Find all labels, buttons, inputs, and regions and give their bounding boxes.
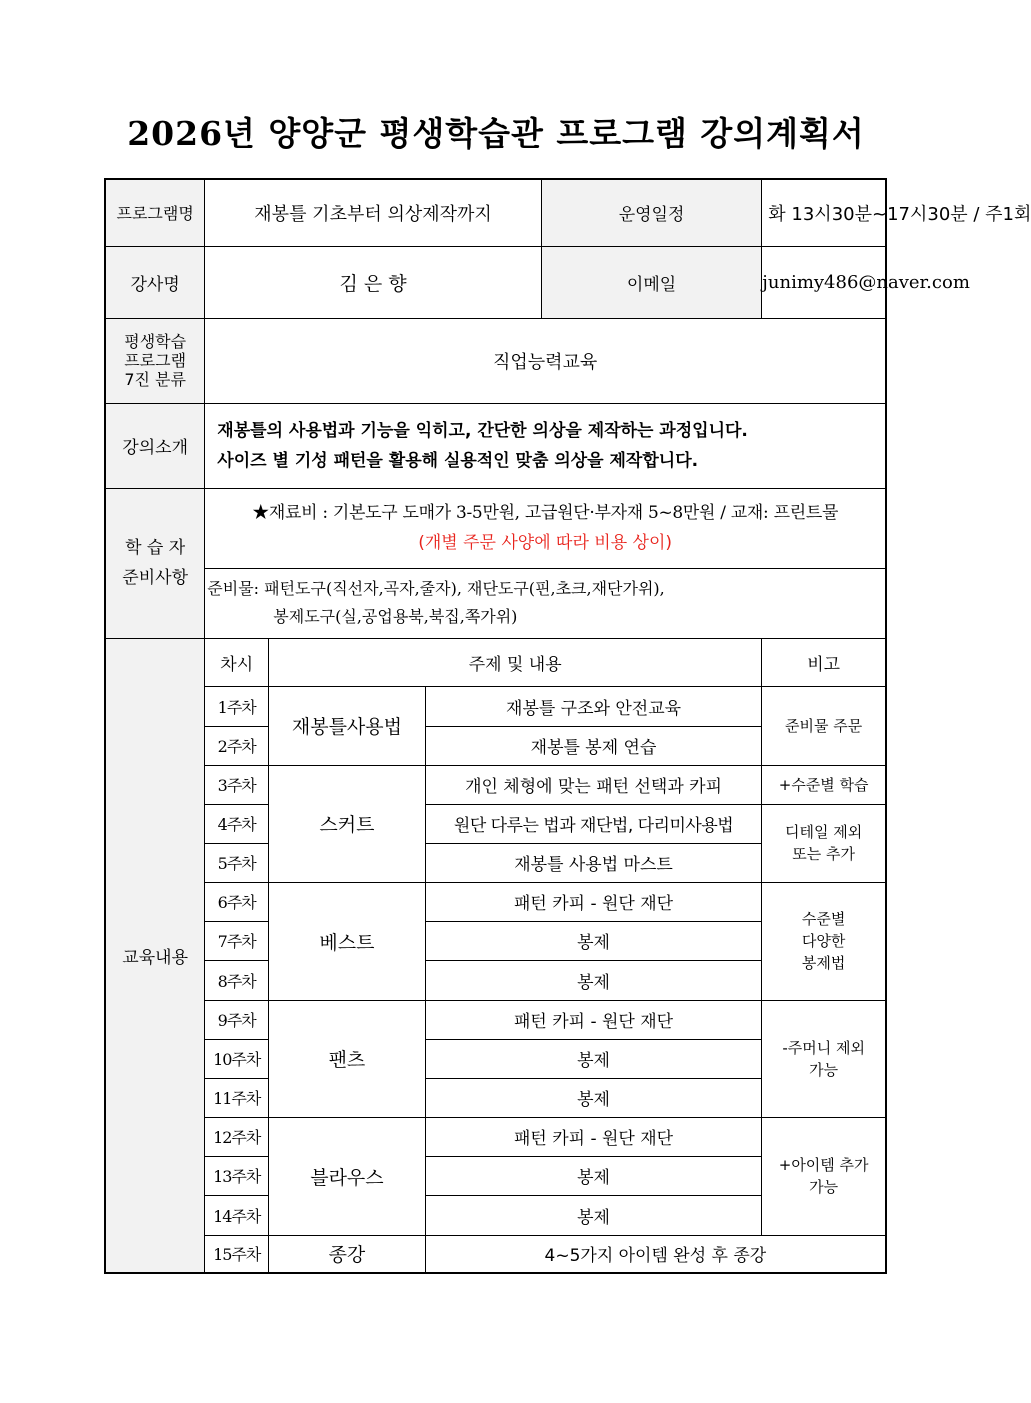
week-content: 패턴 카피 - 원단 재단 <box>425 1000 762 1039</box>
email-label: 이메일 <box>541 246 761 318</box>
note-level-sewing <box>762 882 886 1000</box>
week-content: 봉제 <box>425 960 762 1000</box>
intro-line-1: 재봉틀의 사용법과 기능을 익히고, 간단한 의상을 제작하는 과정입니다. <box>217 420 748 441</box>
note-pocket <box>762 1000 886 1117</box>
topic-pants: 팬츠 <box>269 1000 426 1117</box>
note-detail <box>762 804 886 882</box>
week-content: 원단 다루는 법과 재단법, 다리미사용법 <box>425 804 762 843</box>
note-detail-line-2: 또는 추가 <box>792 845 856 863</box>
topic-vest: 베스트 <box>269 882 426 1000</box>
week-label: 2주차 <box>205 726 269 765</box>
supplies-line-1: 준비물: 패턴도구(직선자,곡자,줄자), 재단도구(핀,초크,재단가위), <box>207 579 665 598</box>
instructor-value: 김 은 향 <box>205 246 542 318</box>
category-label-line-3: 7진 분류 <box>124 370 186 389</box>
week-content: 재봉틀 봉제 연습 <box>425 726 762 765</box>
week-label: 11주차 <box>205 1078 269 1117</box>
material-cost: ★재료비 : 기본도구 도매가 3-5만원, 고급원단·부자재 5~8만원 / 교재: 프린트물 <box>252 503 839 523</box>
prep-label <box>105 488 205 638</box>
week-content: 패턴 카피 - 원단 재단 <box>425 882 762 921</box>
category-label <box>105 318 205 403</box>
prep-supplies <box>205 568 886 638</box>
week-content: 개인 체형에 맞는 패턴 선택과 카피 <box>425 765 762 804</box>
topic-blouse: 블라우스 <box>269 1117 426 1235</box>
topic-sewing-machine: 재봉틀사용법 <box>269 686 426 765</box>
week-label: 12주차 <box>205 1117 269 1156</box>
week-content: 봉제 <box>425 1195 762 1235</box>
week-content: 재봉틀 사용법 마스트 <box>425 843 762 882</box>
intro-text <box>205 403 886 488</box>
curriculum-label: 교육내용 <box>105 638 205 1273</box>
note-level-sewing-line-1: 수준별 <box>801 910 846 928</box>
note-add-item <box>762 1117 886 1235</box>
prep-label-line-2: 준비사항 <box>122 568 188 588</box>
week-label: 15주차 <box>205 1235 269 1273</box>
week-content: 봉제 <box>425 1156 762 1195</box>
note-add-item-line-2: 가능 <box>809 1178 839 1196</box>
week-content: 재봉틀 구조와 안전교육 <box>425 686 762 726</box>
note-level-study: +수준별 학습 <box>762 765 886 804</box>
category-label-line-2: 프로그램 <box>124 351 187 370</box>
week-content: 4~5가지 아이템 완성 후 종강 <box>425 1235 886 1273</box>
instructor-label: 강사명 <box>105 246 205 318</box>
note-level-sewing-line-3: 봉제법 <box>801 954 846 972</box>
prep-label-line-1: 학 습 자 <box>125 538 186 558</box>
week-content: 패턴 카피 - 원단 재단 <box>425 1117 762 1156</box>
week-label: 3주차 <box>205 765 269 804</box>
intro-label: 강의소개 <box>105 403 205 488</box>
week-label: 6주차 <box>205 882 269 921</box>
program-name-value: 재봉틀 기초부터 의상제작까지 <box>205 179 542 246</box>
note-detail-line-1: 디테일 제외 <box>785 823 863 841</box>
note-header: 비고 <box>762 638 886 686</box>
week-label: 10주차 <box>205 1039 269 1078</box>
note-pocket-line-2: 가능 <box>809 1060 839 1079</box>
week-label: 4주차 <box>205 804 269 843</box>
schedule-text: 화 13시30분~17시30분 / 주1회 <box>768 203 1031 225</box>
week-content: 봉제 <box>425 921 762 960</box>
week-label: 7주차 <box>205 921 269 960</box>
email-value: junimy486@naver.com <box>762 246 886 318</box>
week-label: 5주차 <box>205 843 269 882</box>
intro-line-2: 사이즈 별 기성 패턴을 활용해 실용적인 맞춤 의상을 제작합니다. <box>217 450 699 471</box>
week-label: 1주차 <box>205 686 269 726</box>
week-label: 9주차 <box>205 1000 269 1039</box>
topic-closing: 종강 <box>269 1235 426 1273</box>
week-label: 13주차 <box>205 1156 269 1195</box>
topic-header: 주제 및 내용 <box>269 638 762 686</box>
week-content: 봉제 <box>425 1039 762 1078</box>
category-value: 직업능력교육 <box>205 318 886 403</box>
week-label: 14주차 <box>205 1195 269 1235</box>
note-order-supplies: 준비물 주문 <box>762 686 886 765</box>
material-cost-note: (개별 주문 사양에 따라 비용 상이) <box>418 533 673 553</box>
note-level-sewing-line-2: 다양한 <box>801 932 846 950</box>
session-header: 차시 <box>205 638 269 686</box>
supplies-line-2: 봉제도구(실,공업용북,북집,쪽가위) <box>273 607 518 626</box>
lecture-plan-table <box>104 178 1031 1274</box>
prep-material <box>205 488 886 568</box>
topic-skirt: 스커트 <box>269 765 426 882</box>
program-name-label: 프로그램명 <box>105 179 205 246</box>
schedule-label: 운영일정 <box>541 179 761 246</box>
note-add-item-line-1: +아이템 추가 <box>778 1156 869 1174</box>
note-pocket-line-1: -주머니 제외 <box>782 1038 865 1057</box>
week-label: 8주차 <box>205 960 269 1000</box>
category-label-line-1: 평생학습 <box>124 332 187 351</box>
schedule-value <box>762 179 1031 246</box>
page-title: 2026년 양양군 평생학습관 프로그램 강의계획서 <box>127 114 865 153</box>
week-content: 봉제 <box>425 1078 762 1117</box>
